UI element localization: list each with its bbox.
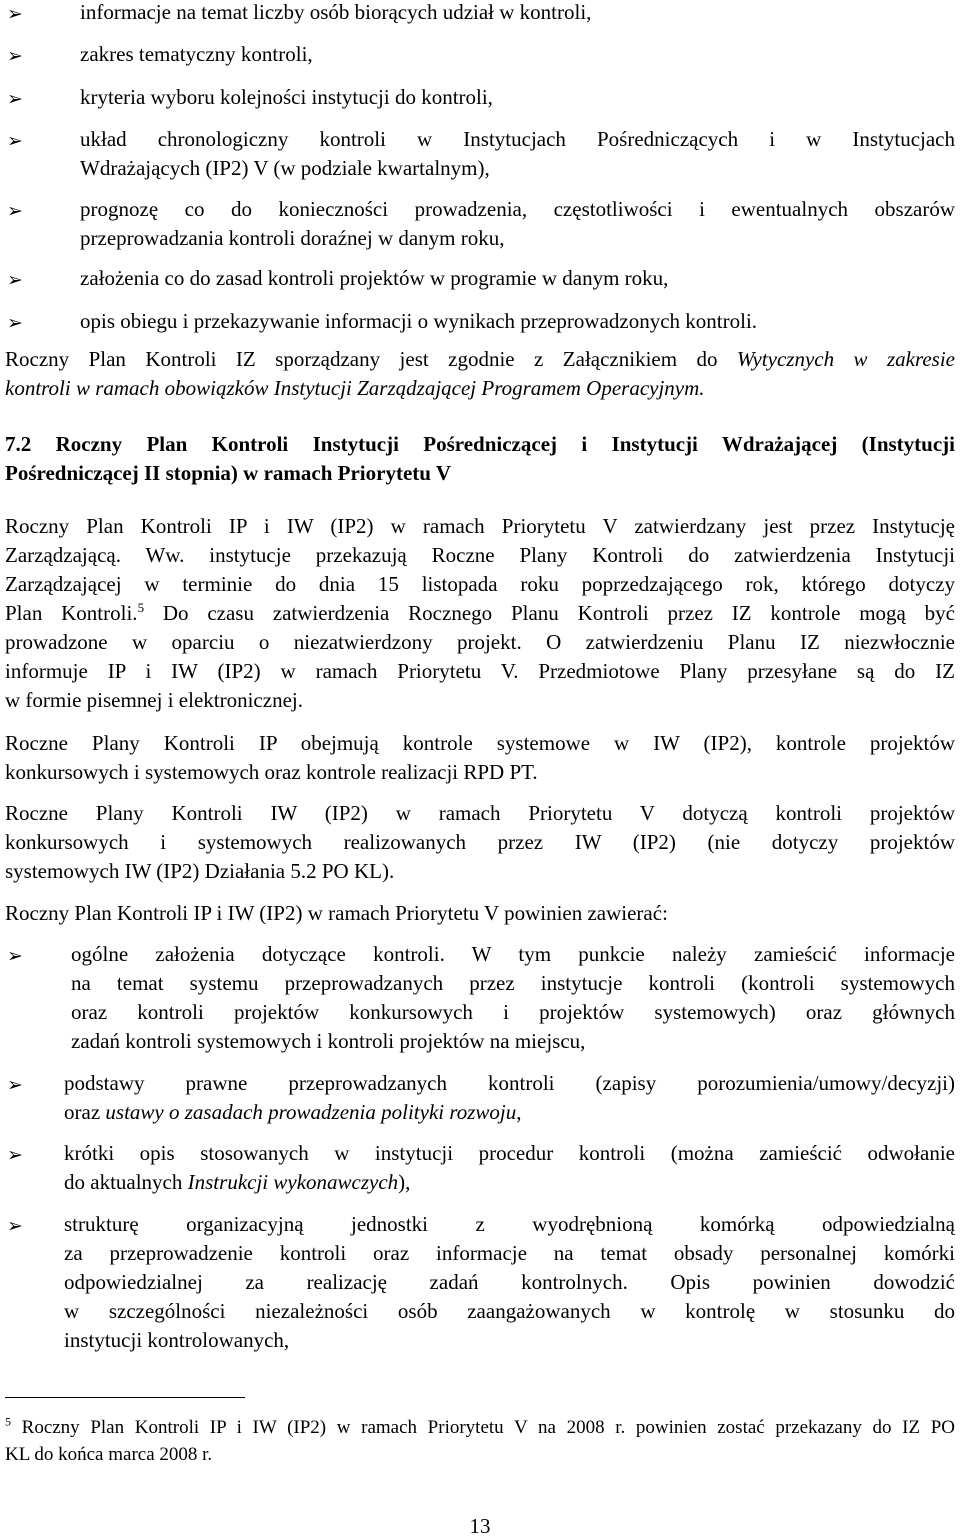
bullet-item-continuation: przeprowadzania kontroli doraźnej w danym roku,	[80, 226, 505, 250]
bullet-item: informacje na temat liczby osób biorących udział w kontroli,	[80, 0, 592, 24]
bullet-arrow-icon: ➢	[7, 3, 23, 25]
bullet-item-continuation: zadań kontroli systemowych i kontroli projektów na miejscu,	[71, 1029, 586, 1053]
paragraph-line: konkursowych i systemowych oraz kontrole realizacji RPD PT.	[5, 760, 538, 784]
paragraph-line: Roczne Plany Kontroli IW (IP2) w ramach Priorytetu V dotyczą kontroli projektów	[5, 801, 955, 825]
bullet-item-continuation: na temat systemu przeprowadzanych przez instytucje kontroli (kontroli systemowych	[71, 971, 955, 995]
bullet-item-continuation: oraz ustawy o zasadach prowadzenia polityki rozwoju,	[64, 1100, 522, 1124]
bullet-item: podstawy prawne przeprowadzanych kontroli (zapisy porozumienia/umowy/decyzji)	[64, 1071, 955, 1095]
bullet-arrow-icon: ➢	[7, 1144, 23, 1166]
paragraph-line: Zarządzającej w terminie do dnia 15 listopada roku poprzedzającego rok, którego dotyczy	[5, 572, 955, 596]
footnote-separator	[5, 1397, 245, 1398]
footnote-number: 5	[5, 1414, 11, 1429]
bullet-item: założenia co do zasad kontroli projektów w programie w danym roku,	[80, 266, 669, 290]
footnote-line: $^5$ Roczny Plan Kontroli IP i IW (IP2) w ramach Priorytetu V na 2008 r. powinien zostać przekazany do IZ PO	[5, 1414, 955, 1438]
bullet-item: układ chronologiczny kontroli w Instytucjach Pośredniczących i w Instytucjach	[80, 127, 955, 151]
bullet-arrow-icon: ➢	[7, 200, 23, 222]
paragraph-line: Roczny Plan Kontroli IP i IW (IP2) w ramach Priorytetu V powinien zawierać:	[5, 901, 668, 925]
bullet-item: strukturę organizacyjną jednostki z wyodrębnioną komórką odpowiedzialną	[64, 1212, 955, 1236]
bullet-arrow-icon: ➢	[7, 312, 23, 334]
bullet-item: krótki opis stosowanych w instytucji procedur kontroli (można zamieścić odwołanie	[64, 1141, 955, 1165]
bullet-arrow-icon: ➢	[7, 130, 23, 152]
paragraph-line: Roczny Plan Kontroli IP i IW (IP2) w ramach Priorytetu V zatwierdzany jest przez Instytucję	[5, 514, 955, 538]
footnote-reference: 5	[137, 600, 145, 615]
paragraph-line: informuje IP i IW (IP2) w ramach Priorytetu V. Przedmiotowe Plany przesyłane są do IZ	[5, 659, 955, 683]
section-heading: 7.2 Roczny Plan Kontroli Instytucji Pośredniczącej i Instytucji Wdrażającej (Instytucji	[5, 432, 955, 456]
paragraph-line: w formie pisemnej i elektronicznej.	[5, 688, 303, 712]
paragraph-line: Plan Kontroli.$^5$ Do czasu zatwierdzenia Rocznego Planu Kontroli przez IZ kontrole mogą być	[5, 600, 956, 625]
paragraph-line: Roczny Plan Kontroli IZ sporządzany jest zgodnie z Załącznikiem do Wytycznych w zakresie	[5, 347, 955, 371]
bullet-item-continuation: Wdrażających (IP2) V (w podziale kwartalnym),	[80, 156, 490, 180]
bullet-item: ogólne założenia dotyczące kontroli. W tym punkcie należy zamieścić informacje	[71, 942, 955, 966]
bullet-item-continuation: do aktualnych Instrukcji wykonawczych),	[64, 1170, 411, 1194]
paragraph-line: Roczne Plany Kontroli IP obejmują kontrole systemowe w IW (IP2), kontrole projektów	[5, 731, 955, 755]
bullet-item-continuation: za przeprowadzenie kontroli oraz informacje na temat obsady personalnej komórki	[64, 1241, 955, 1265]
bullet-arrow-icon: ➢	[7, 45, 23, 67]
paragraph-line: systemowych IW (IP2) Działania 5.2 PO KL).	[5, 859, 395, 883]
section-heading-continuation: Pośredniczącej II stopnia) w ramach Priorytetu V	[5, 461, 451, 485]
bullet-arrow-icon: ➢	[7, 88, 23, 110]
bullet-item: prognozę co do konieczności prowadzenia, częstotliwości i ewentualnych obszarów	[80, 197, 955, 221]
bullet-item-continuation: oraz kontroli projektów konkursowych i projektów systemowych) oraz głównych	[71, 1000, 955, 1024]
bullet-arrow-icon: ➢	[7, 945, 23, 967]
footnote-line: KL do końca marca 2008 r.	[5, 1444, 213, 1465]
page-number: 13	[469, 1514, 491, 1538]
paragraph-line: konkursowych i systemowych realizowanych przez IW (IP2) (nie dotyczy projektów	[5, 830, 955, 854]
bullet-item-continuation: odpowiedzialnej za realizację zadań kontrolnych. Opis powinien dowodzić	[64, 1270, 955, 1294]
bullet-item: zakres tematyczny kontroli,	[80, 42, 313, 66]
paragraph-line: prowadzone w oparciu o niezatwierdzony projekt. O zatwierdzeniu Planu IZ niezwłocznie	[5, 630, 955, 654]
bullet-arrow-icon: ➢	[7, 1074, 23, 1096]
bullet-item: opis obiegu i przekazywanie informacji o wynikach przeprowadzonych kontroli.	[80, 309, 758, 333]
bullet-item-continuation: instytucji kontrolowanych,	[64, 1328, 290, 1352]
bullet-item-continuation: w szczególności niezależności osób zaangażowanych w kontrolę w stosunku do	[64, 1299, 955, 1323]
bullet-item: kryteria wyboru kolejności instytucji do kontroli,	[80, 85, 493, 109]
paragraph-line: kontroli w ramach obowiązków Instytucji Zarządzającej Programem Operacyjnym.	[5, 376, 705, 400]
bullet-arrow-icon: ➢	[7, 1215, 23, 1237]
bullet-arrow-icon: ➢	[7, 269, 23, 291]
paragraph-line: Zarządzającą. Ww. instytucje przekazują Roczne Plany Kontroli do zatwierdzenia Instytucji	[5, 543, 955, 567]
